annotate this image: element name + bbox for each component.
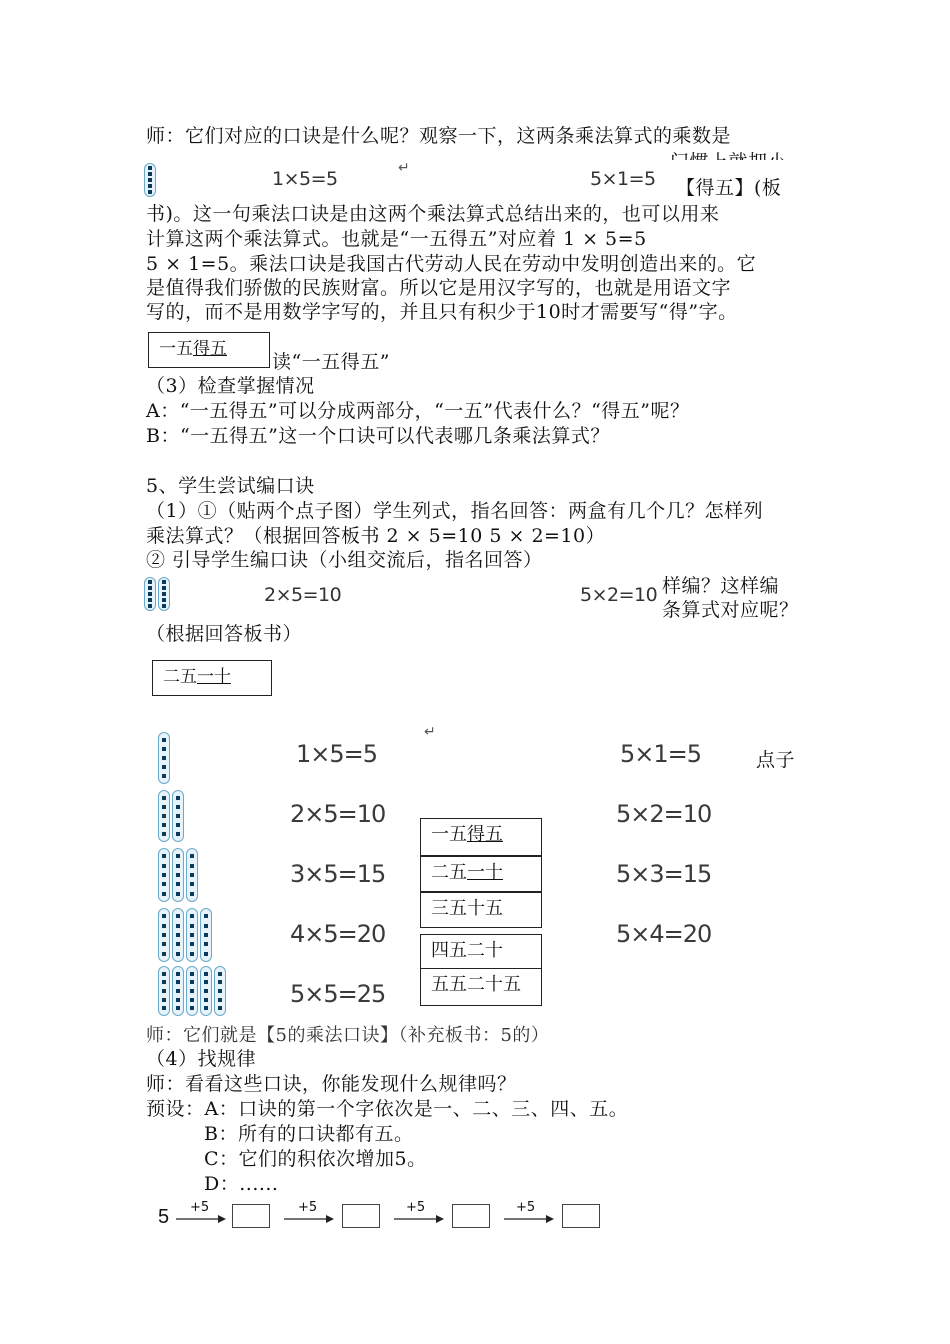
rhyme-box bbox=[148, 332, 270, 368]
text-line: 预设：A：口诀的第一个字依次是一、二、三、四、五。 bbox=[146, 1098, 629, 1120]
return-mark-icon: ↵ bbox=[398, 160, 410, 176]
dot-card-icon bbox=[158, 732, 170, 784]
text-line: 师：它们对应的口诀是什么呢？观察一下，这两条乘法算式的乘数是 bbox=[146, 125, 732, 147]
multiplication-figure bbox=[134, 722, 814, 1020]
rhyme-text: 四五二十 bbox=[431, 940, 503, 961]
equation: 5×5=25 bbox=[290, 980, 386, 1008]
answer-box bbox=[232, 1204, 270, 1228]
rhyme-text: 二五 bbox=[431, 862, 467, 883]
text-line: D：...... bbox=[204, 1173, 279, 1195]
text-line: 样编？这样编 bbox=[662, 575, 780, 597]
text-line: 书)。这一句乘法口诀是由这两个乘法算式总结出来的，也可以用来 bbox=[146, 203, 720, 225]
text-line: 师：看看这些口诀，你能发现什么规律吗？ bbox=[146, 1073, 517, 1095]
text-line: 写的，而不是用数学字写的，并且只有积少于10时才需要写“得”字。 bbox=[146, 301, 738, 323]
rhyme-text: 一五 bbox=[431, 824, 467, 845]
step-label: +5 bbox=[190, 1200, 210, 1215]
rhyme-text: 二五 bbox=[163, 667, 197, 687]
sequence-start: 5 bbox=[158, 1206, 170, 1228]
text-line: B：所有的口诀都有五。 bbox=[204, 1123, 414, 1145]
equation-image-strip bbox=[140, 574, 660, 614]
answer-box bbox=[342, 1204, 380, 1228]
return-mark-icon: ↵ bbox=[424, 724, 436, 740]
step-label: +5 bbox=[406, 1200, 426, 1215]
text-line: 是值得我们骄傲的民族财富。所以它是用汉字写的，也就是用语文字 bbox=[146, 277, 732, 299]
text-line: （3）检查掌握情况 bbox=[146, 375, 315, 397]
dot-card-icon bbox=[144, 577, 170, 611]
dot-card-icon bbox=[158, 966, 226, 1016]
dot-card-icon bbox=[158, 790, 184, 842]
equation: 1×5=5 bbox=[296, 740, 378, 768]
equation: 5×1=5 bbox=[620, 740, 702, 768]
rhyme-text-underlined: 得五 bbox=[193, 339, 227, 359]
arrow-icon bbox=[282, 1214, 334, 1224]
equation: 3×5=15 bbox=[290, 860, 386, 888]
equation: 5×2=10 bbox=[616, 800, 712, 828]
rhyme-text-underlined: 一十 bbox=[467, 862, 503, 883]
text-line: 条算式对应呢？ bbox=[662, 599, 799, 621]
rhyme-text: 一五 bbox=[159, 339, 193, 359]
arrow-icon bbox=[392, 1214, 444, 1224]
text-line: 读“一五得五” bbox=[272, 351, 390, 373]
rhyme-text: 三五十五 bbox=[431, 898, 503, 919]
text-line: B：“一五得五”这一个口诀可以代表哪几条乘法算式？ bbox=[146, 425, 610, 447]
equation: 5×3=15 bbox=[616, 860, 712, 888]
text-line: 计算这两个乘法算式。也就是“一五得五”对应着 1 × 5=5 bbox=[146, 228, 647, 250]
rhyme-text-underlined: 一十 bbox=[197, 667, 231, 687]
rhyme-text: 五五二十五 bbox=[431, 974, 521, 995]
answer-box bbox=[452, 1204, 490, 1228]
text-line: （根据回答板书） bbox=[146, 623, 303, 645]
answer-box bbox=[562, 1204, 600, 1228]
equation: 1×5=5 bbox=[272, 168, 338, 190]
equation: 4×5=20 bbox=[290, 920, 386, 948]
rhyme-box bbox=[420, 856, 542, 892]
text-line: （1）①（贴两个点子图）学生列式，指名回答：两盒有几个几？怎样列 bbox=[146, 500, 764, 522]
dot-card-icon bbox=[158, 908, 212, 962]
step-label: +5 bbox=[516, 1200, 536, 1215]
rhyme-box bbox=[420, 818, 542, 856]
dot-card-icon bbox=[158, 848, 198, 902]
arrow-icon bbox=[174, 1214, 226, 1224]
text-line: 点子 bbox=[756, 749, 796, 771]
rhyme-text-underlined: 得五 bbox=[467, 824, 503, 845]
rhyme-box bbox=[420, 934, 542, 970]
rhyme-box bbox=[420, 968, 542, 1006]
equation: 2×5=10 bbox=[290, 800, 386, 828]
arrow-icon bbox=[502, 1214, 554, 1224]
equation: 5×4=20 bbox=[616, 920, 712, 948]
text-line: C：它们的积依次增加5。 bbox=[204, 1148, 427, 1170]
rhyme-box bbox=[420, 892, 542, 928]
text-line: （4）找规律 bbox=[146, 1048, 257, 1070]
text-line: ② 引导学生编口诀（小组交流后，指名回答） bbox=[146, 549, 543, 571]
text-line: 师：它们就是【5的乘法口诀】（补充板书：5的） bbox=[146, 1025, 550, 1046]
text-line: 5、学生尝试编口诀 bbox=[146, 475, 315, 497]
dot-card-icon bbox=[144, 163, 156, 197]
text-line: 乘法算式？（根据回答板书 2 × 5=10 5 × 2=10） bbox=[146, 525, 606, 547]
step-label: +5 bbox=[298, 1200, 318, 1215]
text-line: A：“一五得五”可以分成两部分，“一五”代表什么？“得五”呢？ bbox=[146, 400, 690, 422]
equation: 5×1=5 bbox=[590, 168, 656, 190]
equation: 5×2=10 bbox=[580, 584, 658, 606]
rhyme-box bbox=[152, 660, 272, 696]
text-line: 【得五】(板 bbox=[676, 177, 782, 199]
text-line: 5 × 1=5。乘法口诀是我国古代劳动人民在劳动中发明创造出来的。它 bbox=[146, 253, 757, 275]
equation: 2×5=10 bbox=[264, 584, 342, 606]
